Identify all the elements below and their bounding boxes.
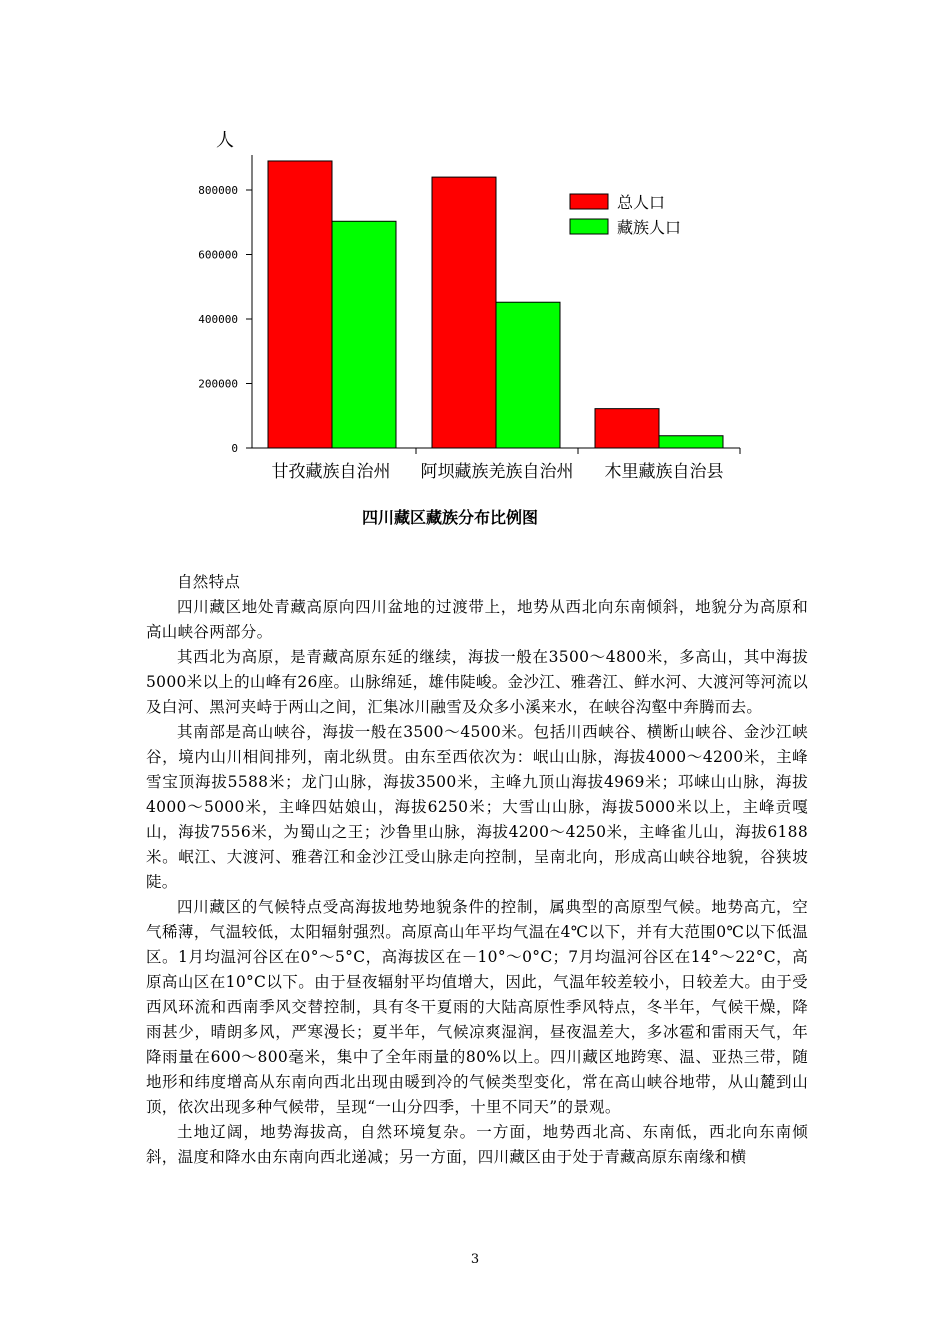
body-text — [146, 570, 808, 1170]
category-label: 甘孜藏族自治州 — [271, 462, 391, 482]
y-tick-label: 600000 — [198, 248, 238, 262]
figure-caption: 四川藏区藏族分布比例图 — [361, 508, 538, 527]
legend-swatch — [570, 194, 608, 209]
category-label: 阿坝藏族羌族自治州 — [420, 462, 574, 482]
bar-tibetan-1 — [496, 302, 560, 448]
page-number: 3 — [470, 1252, 480, 1267]
y-tick-label: 0 — [231, 442, 238, 455]
paragraph: 四川藏区的气候特点受高海拔地势地貌条件的控制，属典型的高原型气候。地势高亢，空气稀薄，气温较低，太阳辐射强烈。高原高山年平均气温在4℃以下，并有大范围0℃以下低温区。1月均温河谷区在0°～5°C，高海拔区在－10°～0°C；7月均温河谷区在14°～22°C，高原高山区在10°C以下。由于昼夜辐射平均值增大，因此，气温年较差较小，日较差大。由于受西风环流和西南季风交替控制，具有冬干夏雨的大陆高原性季风特点，冬半年，气候干燥，降雨甚少，晴朗多风，严寒漫长；夏半年，气候凉爽湿润，昼夜温差大，多冰雹和雷雨天气，年降雨量在600～800毫米，集中了全年雨量的80%以上。四川藏区地跨寒、温、亚热三带，随地形和纬度增高从东南向西北出现由暖到冷的气候类型变化，常在高山峡谷地带，从山麓到山顶，依次出现多种气候带，呈现“一山分四季，十里不同天”的景观。 — [146, 898, 808, 1116]
category-label: 木里藏族自治县 — [604, 462, 724, 482]
y-ticks — [198, 184, 252, 455]
legend-label: 藏族人口 — [617, 218, 682, 237]
bar-tibetan-2 — [659, 436, 723, 448]
x-ticks — [416, 448, 740, 454]
y-axis-label: 人 — [216, 130, 234, 151]
y-tick-label: 800000 — [198, 184, 238, 197]
legend-swatch — [570, 219, 608, 234]
x-labels — [272, 462, 724, 482]
y-tick-label: 200000 — [198, 377, 238, 391]
y-tick-label: 400000 — [198, 313, 238, 326]
legend — [570, 193, 681, 237]
bar-total-2 — [595, 409, 659, 448]
bar-total-1 — [432, 177, 496, 448]
paragraph: 其西北为高原，是青藏高原东延的继续，海拔一般在3500～4800米，多高山，其中海拔5000米以上的山峰有26座。山脉绵延，雄伟陡峻。金沙江、雅砻江、鲜水河、大渡河等河流以及白河、黑河夹峙于两山之间，汇集冰川融雪及众多小溪来水，在峡谷沟壑中奔腾而去。 — [146, 648, 808, 716]
paragraph: 其南部是高山峡谷，海拔一般在3500～4500米。包括川西峡谷、横断山峡谷、金沙江峡谷，境内山川相间排列，南北纵贯。由东至西依次为：岷山山脉，海拔4000～4200米，主峰雪宝顶海拔5588米；龙门山脉，海拔3500米，主峰九顶山海拔4969米；邛崃山山脉，海拔4000～5000米，主峰四姑娘山，海拔6250米；大雪山山脉，海拔5000米以上，主峰贡嘎山，海拔7556米，为蜀山之王；沙鲁里山脉，海拔4200～4250米，主峰雀儿山，海拔6188米。岷江、大渡河、雅砻江和金沙江受山脉走向控制，呈南北向，形成高山峡谷地貌，谷狭坡陡。 — [146, 723, 808, 891]
legend-label: 总人口 — [617, 193, 666, 212]
population-bar-chart — [0, 0, 950, 520]
paragraph: 土地辽阔，地势海拔高，自然环境复杂。一方面，地势西北高、东南低，西北向东南倾斜，温度和降水由东南向西北递减；另一方面，四川藏区由于处于青藏高原东南缘和横 — [146, 1123, 808, 1166]
bar-tibetan-0 — [332, 221, 396, 448]
section-heading: 自然特点 — [177, 573, 241, 591]
bar-total-0 — [268, 161, 332, 448]
paragraph: 四川藏区地处青藏高原向四川盆地的过渡带上，地势从西北向东南倾斜，地貌分为高原和高山峡谷两部分。 — [146, 598, 808, 641]
